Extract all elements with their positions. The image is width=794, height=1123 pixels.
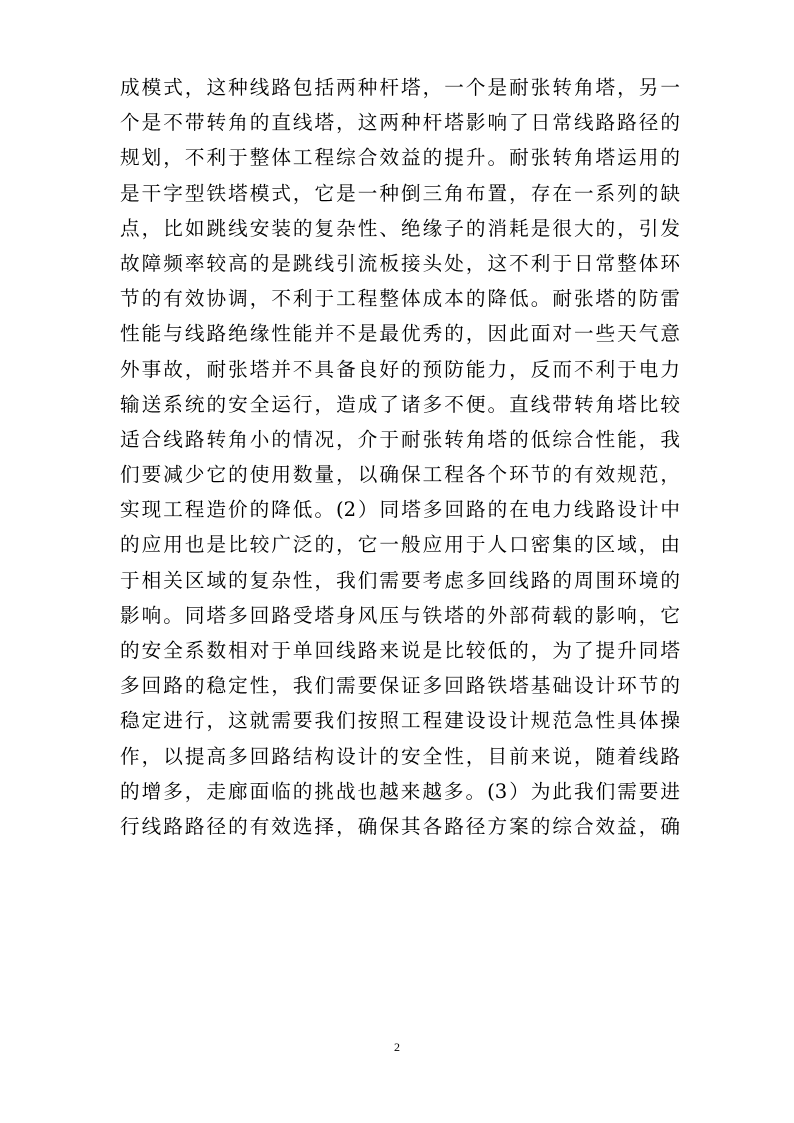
text-line: 故障频率较高的是跳线引流板接头处，这不利于日常整体环 — [120, 251, 680, 275]
text-line: 的应用也是比较广泛的，它一般应用于人口密集的区域，由 — [120, 533, 680, 557]
text-line: 多回路的稳定性，我们需要保证多回路铁塔基础设计环节的 — [120, 674, 680, 698]
text-line: 的增多，走廊面临的挑战也越来越多。(3）为此我们需要进 — [120, 779, 680, 803]
text-line: 点，比如跳线安装的复杂性、绝缘子的消耗是很大的，引发 — [120, 216, 680, 240]
text-line: 于相关区域的复杂性，我们需要考虑多回线路的周围环境的 — [120, 568, 680, 592]
text-line: 们要减少它的使用数量，以确保工程各个环节的有效规范， — [120, 463, 680, 487]
text-line: 输送系统的安全运行，造成了诸多不便。直线带转角塔比较 — [120, 392, 680, 416]
text-line: 实现工程造价的降低。(2）同塔多回路的在电力线路设计中 — [120, 498, 680, 522]
text-line: 节的有效协调，不利于工程整体成本的降低。耐张塔的防雷 — [120, 287, 680, 311]
text-line: 成模式，这种线路包括两种杆塔，一个是耐张转角塔，另一 — [120, 76, 680, 99]
text-line: 影响。同塔多回路受塔身风压与铁塔的外部荷载的影响，它 — [120, 603, 680, 627]
text-line: 是干字型铁塔模式，它是一种倒三角布置，存在一系列的缺 — [120, 181, 680, 205]
text-line: 行线路路径的有效选择，确保其各路径方案的综合效益，确 — [120, 814, 680, 838]
body-text — [120, 70, 680, 844]
text-line: 个是不带转角的直线塔，这两种杆塔影响了日常线路路径的 — [120, 111, 680, 135]
text-line: 规划，不利于整体工程综合效益的提升。耐张转角塔运用的 — [120, 146, 680, 170]
text-line: 稳定进行，这就需要我们按照工程建设设计规范急性具体操 — [120, 709, 680, 733]
text-line: 适合线路转角小的情况，介于耐张转角塔的低综合性能，我 — [120, 427, 680, 451]
page-number: 2 — [394, 1040, 400, 1054]
text-line: 作，以提高多回路结构设计的安全性，目前来说，随着线路 — [120, 744, 680, 768]
text-line: 性能与线路绝缘性能并不是最优秀的，因此面对一些天气意 — [120, 322, 680, 346]
text-line: 的安全系数相对于单回线路来说是比较低的，为了提升同塔 — [120, 639, 680, 662]
text-line: 外事故，耐张塔并不具备良好的预防能力，反而不利于电力 — [120, 357, 680, 381]
